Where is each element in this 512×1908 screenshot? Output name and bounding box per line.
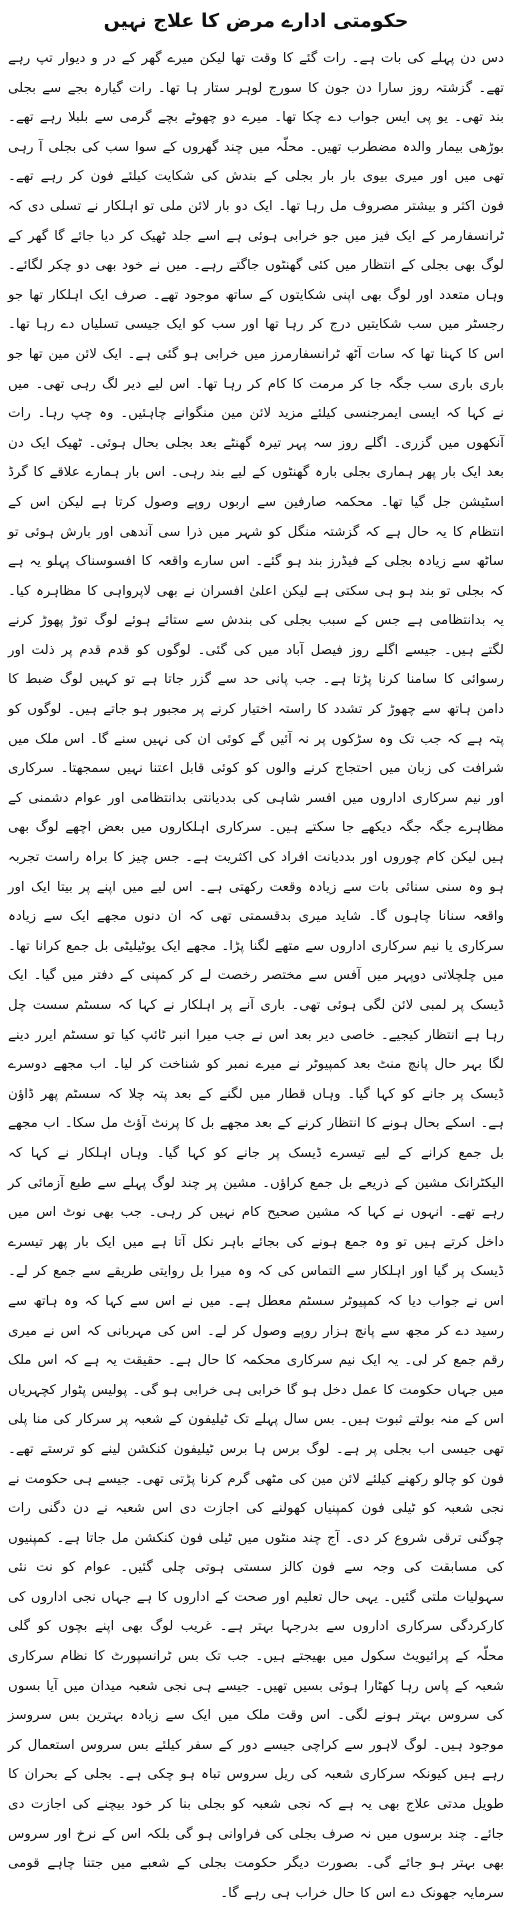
article-body: دس دن پہلے کی بات ہے۔ رات گئے کا وقت تھا لیکن میرے گھر کے در و دیوار تپ رہے تھے۔ گزشتہ روز سارا دن جون کا سورج لوہر ستار ہا تھا۔ رات گیارہ بجے سے بجلی بند تھی۔ یو پی ایس جواب دے چکا تھا۔ میرے دو چھوٹے بچے گرمی سے بلبلا رہے تھے۔ بوڑھی بیمار والدہ مضطرب تھیں۔ محلّہ میں چند گھروں کے سوا سب کی بجلی آ رہی تھی میں اور میری بیوی بار بار بجلی کے بندش کی شکایت کیلئے فون کر رہے تھے۔ فون اکثر و بیشتر مصروف مل رہا تھا۔ ایک دو بار لائن ملی تو اہلکار نے تسلی دی کہ ٹرانسفارمر کے ایک فیز میں جو خرابی ہوئی ہے اسے جلد ٹھیک کر دیا جائے گا گھر کے لوگ بھی بجلی کے انتظار میں کئی گھنٹوں جاگتے رہے۔ میں نے خود بھی دو چکر لگائے۔ وہاں متعدد اور لوگ بھی اپنی شکایتوں کے ساتھ موجود تھے۔ صرف ایک اہلکار تھا جو رجسٹر میں سب شکایتیں درج کر رہا تھا اور سب کو ایک جیسی تسلیاں دے رہا تھا۔ اس کا کہنا تھا کہ سات آٹھ ٹرانسفارمرز میں خرابی ہو گئی ہے۔ ایک لائن مین تھا جو باری باری سب جگہ جا کر مرمت کا کام کر رہا تھا۔ اس لیے دیر لگ رہی تھی۔ میں نے کہا کہ ایسی ایمرجنسی کیلئے مزید لائن مین منگوانے چاہئیں۔ وہ چپ رہا۔ رات آنکھوں میں گزری۔ اگلے روز سہ پہر تیرہ گھنٹے بعد بجلی بحال ہوئی۔ ٹھیک ایک دن بعد ایک بار پھر ہماری بجلی بارہ گھنٹوں کے لیے بند رہی۔ اس بار ہمارے علاقے کا گرڈ اسٹیشن جل گیا تھا۔ محکمہ صارفین سے اربوں روپے وصول کرتا ہے لیکن اس کے انتظام کا یہ حال ہے کہ گزشتہ منگل کو شہر میں ذرا سی آندھی اور بارش ہوئی تو ساٹھ سے زیادہ بجلی کے فیڈرز بند ہو گئے۔ اس سارے واقعہ کا افسوسناک پہلو یہ ہے کہ بجلی تو بند ہو ہی سکتی ہے لیکن اعلیٰ افسران نے بھی لاپرواہی کا مظاہرہ کیا۔ یہ بدانتظامی ہے جس کے سبب بجلی کی بندش سے ستائے ہوئے لوگ توڑ پھوڑ کرنے لگتے ہیں۔ جیسے اگلے روز فیصل آباد میں کی گئی۔ لوگوں کو قدم قدم پر ذلت اور رسوائی کا سامنا کرنا پڑتا ہے۔ جب پانی حد سے گزر جاتا ہے تو کہیں لوگ ضبط کا دامن ہاتھ سے چھوڑ کر تشدد کا راستہ اختیار کرنے پر مجبور ہو جاتے ہیں۔ لوگوں کو پتہ ہے کہ جب تک وہ سڑکوں پر نہ آئیں گے کوئی ان کی نہیں سنے گا۔ اس ملک میں شرافت کی زبان میں احتجاج کرنے والوں کو کوئی قابل اعتنا نہیں سمجھتا۔ سرکاری اور نیم سرکاری اداروں میں افسر شاہی کی بددیانتی بدانتظامی اور عوام دشمنی کے مظاہرے جگہ جگہ دیکھے جا سکتے ہیں۔ سرکاری اہلکاروں میں بعض اچھے لوگ بھی ہیں لیکن کام چوروں اور بددیانت افراد کی اکثریت ہے۔ جس چیز کا براہ راست تجربہ ہو وہ سنی سنائی بات سے زیادہ وقعت رکھتی ہے۔ اس لیے میں اپنے پر بیتا ایک اور واقعہ سنانا چاہوں گا۔ شاید میری بدقسمتی تھی کہ ان دنوں مجھے ایک سے زیادہ سرکاری یا نیم سرکاری اداروں سے متھے لگنا پڑا۔ مجھے ایک یوٹیلیٹی بل جمع کرانا تھا۔ میں چلچلاتی دوپہر میں آفس سے مختصر رخصت لے کر کمپنی کے دفتر میں گیا۔ ایک ڈیسک پر لمبی لائن لگی ہوئی تھی۔ باری آنے پر اہلکار نے کہا کہ سسٹم سست چل رہا ہے انتظار کیجیے۔ خاصی دیر بعد اس نے جب میرا انبر ٹائپ کیا تو سسٹم ایرر دینے لگا بہر حال پانچ منٹ بعد کمپیوٹر نے میرے نمبر کو شناخت کر لیا۔ اب مجھے دوسرے ڈیسک پر جانے کو کہا گیا۔ وہاں قطار میں لگنے کے بعد پتہ چلا کہ سسٹم پھر ڈاؤن ہے۔ اسکے بحال ہونے کا انتظار کرنے کے بعد مجھے بل کا پرنٹ آؤٹ مل سکا۔ اب مجھے بل جمع کرانے کے لیے تیسرے ڈیسک پر جانے کو کہا گیا۔ وہاں اہلکار نے کہا کہ الیکٹرانک مشین کے ذریعے بل جمع کراؤں۔ مشین پر چند لوگ پہلے سے طبع آزمائی کر رہے تھے۔ انہوں نے کہا کہ مشین صحیح کام نہیں کر رہی۔ جب بھی نوٹ اس میں داخل کرتے ہیں تو وہ جمع ہونے کی بجائے باہر نکل آتا ہے میں ایک بار پھر تیسرے ڈیسک پر گیا اور اہلکار سے التماس کی کہ وہ میرا بل روایتی طریقے سے جمع کر لے۔ اس نے جواب دیا کہ کمپیوٹر سسٹم معطل ہے۔ میں نے اس سے کہا کہ وہ ہاتھ سے رسید دے کر مجھ سے پانچ ہزار روپے وصول کر لے۔ اس کی مہربانی کہ اس نے میری رقم جمع کر لی۔ یہ ایک نیم سرکاری محکمہ کا حال ہے۔ حقیقت یہ ہے کہ اس ملک میں جہاں حکومت کا عمل دخل ہو گا خرابی ہی خرابی ہو گی۔ پولیس پٹوار کچہریاں اس کے منہ بولتے ثبوت ہیں۔ بس سال پہلے تک ٹیلیفون کے شعبہ پر سرکار کی منا پلی تھی جیسی اب بجلی پر ہے۔ لوگ برس ہا برس ٹیلیفون کنکشن لینے کو ترستے تھے۔ فون کو چالو رکھنے کیلئے لائن مین کی مٹھی گرم کرنا پڑتی تھی۔ جیسے ہی حکومت نے نجی شعبہ کو ٹیلی فون کمپنیاں کھولنے کی اجازت دی اس شعبہ نے دن دگنی رات چوگنی ترقی شروع کر دی۔ آج چند منٹوں میں ٹیلی فون کنکشن مل جاتا ہے۔ کمپنیوں کی مسابقت کی وجہ سے فون کالز سستی ہوتی چلی گئیں۔ عوام کو نت نئی سہولیات ملتی گئیں۔ یہی حال تعلیم اور صحت کے اداروں کا ہے جہاں نجی اداروں کی کارکردگی سرکاری اداروں سے بدرجہا بہتر ہے۔ غریب لوگ بھی اپنے بچوں کو گلی محلّہ کے پرائیویٹ سکول میں بھیجتے ہیں۔ جب تک بس ٹرانسپورٹ کا نظام سرکاری شعبہ کے پاس رہا کھٹارا ہوئی بسیں تھیں۔ جیسے ہی نجی شعبہ میدان میں آیا بسوں کی سروس بہتر ہونے لگی۔ اس وقت ملک میں ایک سے زیادہ بہترین بس سروسز موجود ہیں۔ لوگ لاہور سے کراچی جیسے دور کے سفر کیلئے بس سروس استعمال کر رہے ہیں کیونکہ سرکاری شعبہ کی ریل سروس تباہ ہو چکی ہے۔ بجلی کے بحران کا طویل مدتی علاج بھی یہ ہے کہ نجی شعبہ کو بجلی بنا کر خود بیچنے کی اجازت دی جائے۔ چند برسوں میں نہ صرف بجلی کی فراوانی ہو گی بلکہ اس کے نرخ اور سروس بھی بہتر ہو جائے گی۔ بصورت دیگر حکومت بجلی کے شعبے میں جتنا چاہے قومی سرمایہ جھونک دے اس کا حال خراب ہی رہے گا۔ bbox=[8, 51, 505, 1901]
article-headline: حکومتی ادارے مرض کا علاج نہیں bbox=[103, 10, 409, 32]
